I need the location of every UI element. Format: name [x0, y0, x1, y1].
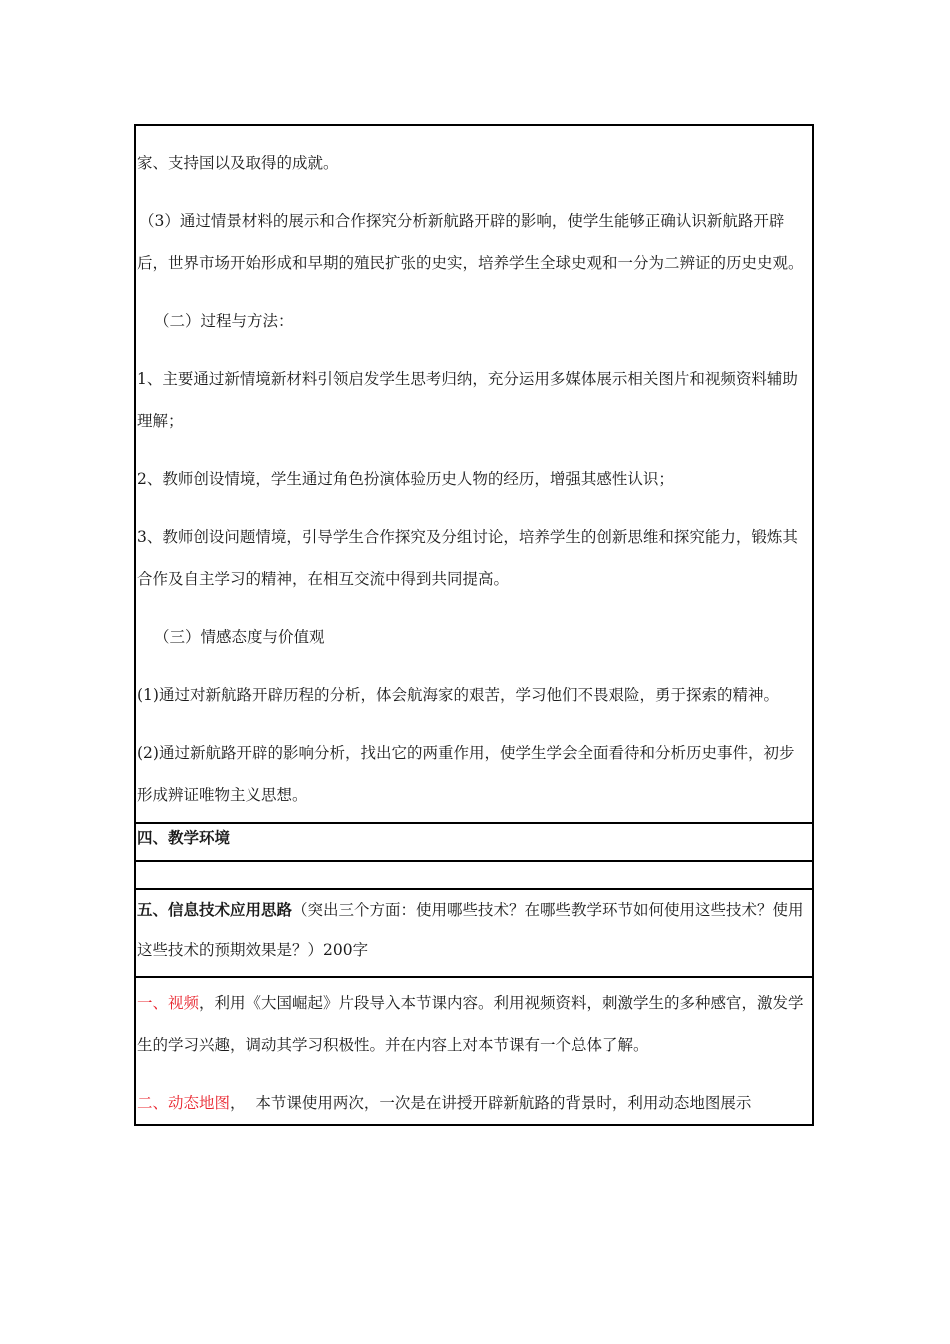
- section4-content-cell: [136, 862, 812, 890]
- tech-item-video-text: ，利用《大国崛起》片段导入本节课内容。利用视频资料，刺激学生的多种感官，激发学生的学习兴趣，调动其学习积极性。并在内容上对本节课有一个总体了解。: [137, 994, 804, 1054]
- subheading-process-methods: （二）过程与方法：: [154, 312, 294, 330]
- paragraph-achievements: 家、支持国以及取得的成就。: [137, 154, 339, 172]
- section5-heading-cell: [136, 890, 812, 978]
- section5-title-note: （突出三个方面：使用哪些技术？在哪些教学环节如何使用这些技术？使用这些技术的预期效果是？）200字: [137, 901, 804, 959]
- section5-title-bold: 五、信息技术应用思路: [137, 900, 293, 919]
- paragraph-method-3: 3、教师创设问题情境，引导学生合作探究及分组讨论，培养学生的创新思维和探究能力，锻炼其合作及自主学习的精神，在相互交流中得到共同提高。: [137, 528, 798, 588]
- subheading-emotion-values: （三）情感态度与价值观: [154, 628, 325, 646]
- lesson-plan-table: [134, 124, 814, 1126]
- paragraph-value-2: (2)通过新航路开辟的影响分析，找出它的两重作用，使学生学会全面看待和分析历史事件，初步形成辨证唯物主义思想。: [137, 744, 795, 804]
- tech-item-video-label: 一、视频: [137, 994, 200, 1012]
- paragraph-method-2: 2、教师创设情境，学生通过角色扮演体验历史人物的经历，增强其感性认识；: [137, 470, 674, 488]
- tech-content-cell: [136, 978, 812, 1124]
- paragraph-value-1: (1)通过对新航路开辟历程的分析，体会航海家的艰苦，学习他们不畏艰险，勇于探索的精神。: [137, 686, 779, 704]
- section4-heading-cell: [136, 824, 812, 862]
- tech-item-map: [136, 1082, 812, 1124]
- tech-item-map-label: 二、动态地图: [137, 1094, 231, 1112]
- tech-item-map-text: ， 本节课使用两次，一次是在讲授开辟新航路的背景时，利用动态地图展示: [230, 1094, 752, 1112]
- tech-item-video: [136, 982, 812, 1066]
- paragraph-method-1: 1、主要通过新情境新材料引领启发学生思考归纳，充分运用多媒体展示相关图片和视频资料辅助理解；: [137, 370, 798, 430]
- section5-title: [136, 890, 812, 970]
- objectives-cell: [136, 126, 812, 824]
- paragraph-objective-3: （3）通过情景材料的展示和合作探究分析新航路开辟的影响，使学生能够正确认识新航路开辟后，世界市场开始形成和早期的殖民扩张的史实，培养学生全球史观和一分为二辨证的历史史观。: [137, 212, 804, 272]
- section4-title: 四、教学环境: [137, 828, 231, 847]
